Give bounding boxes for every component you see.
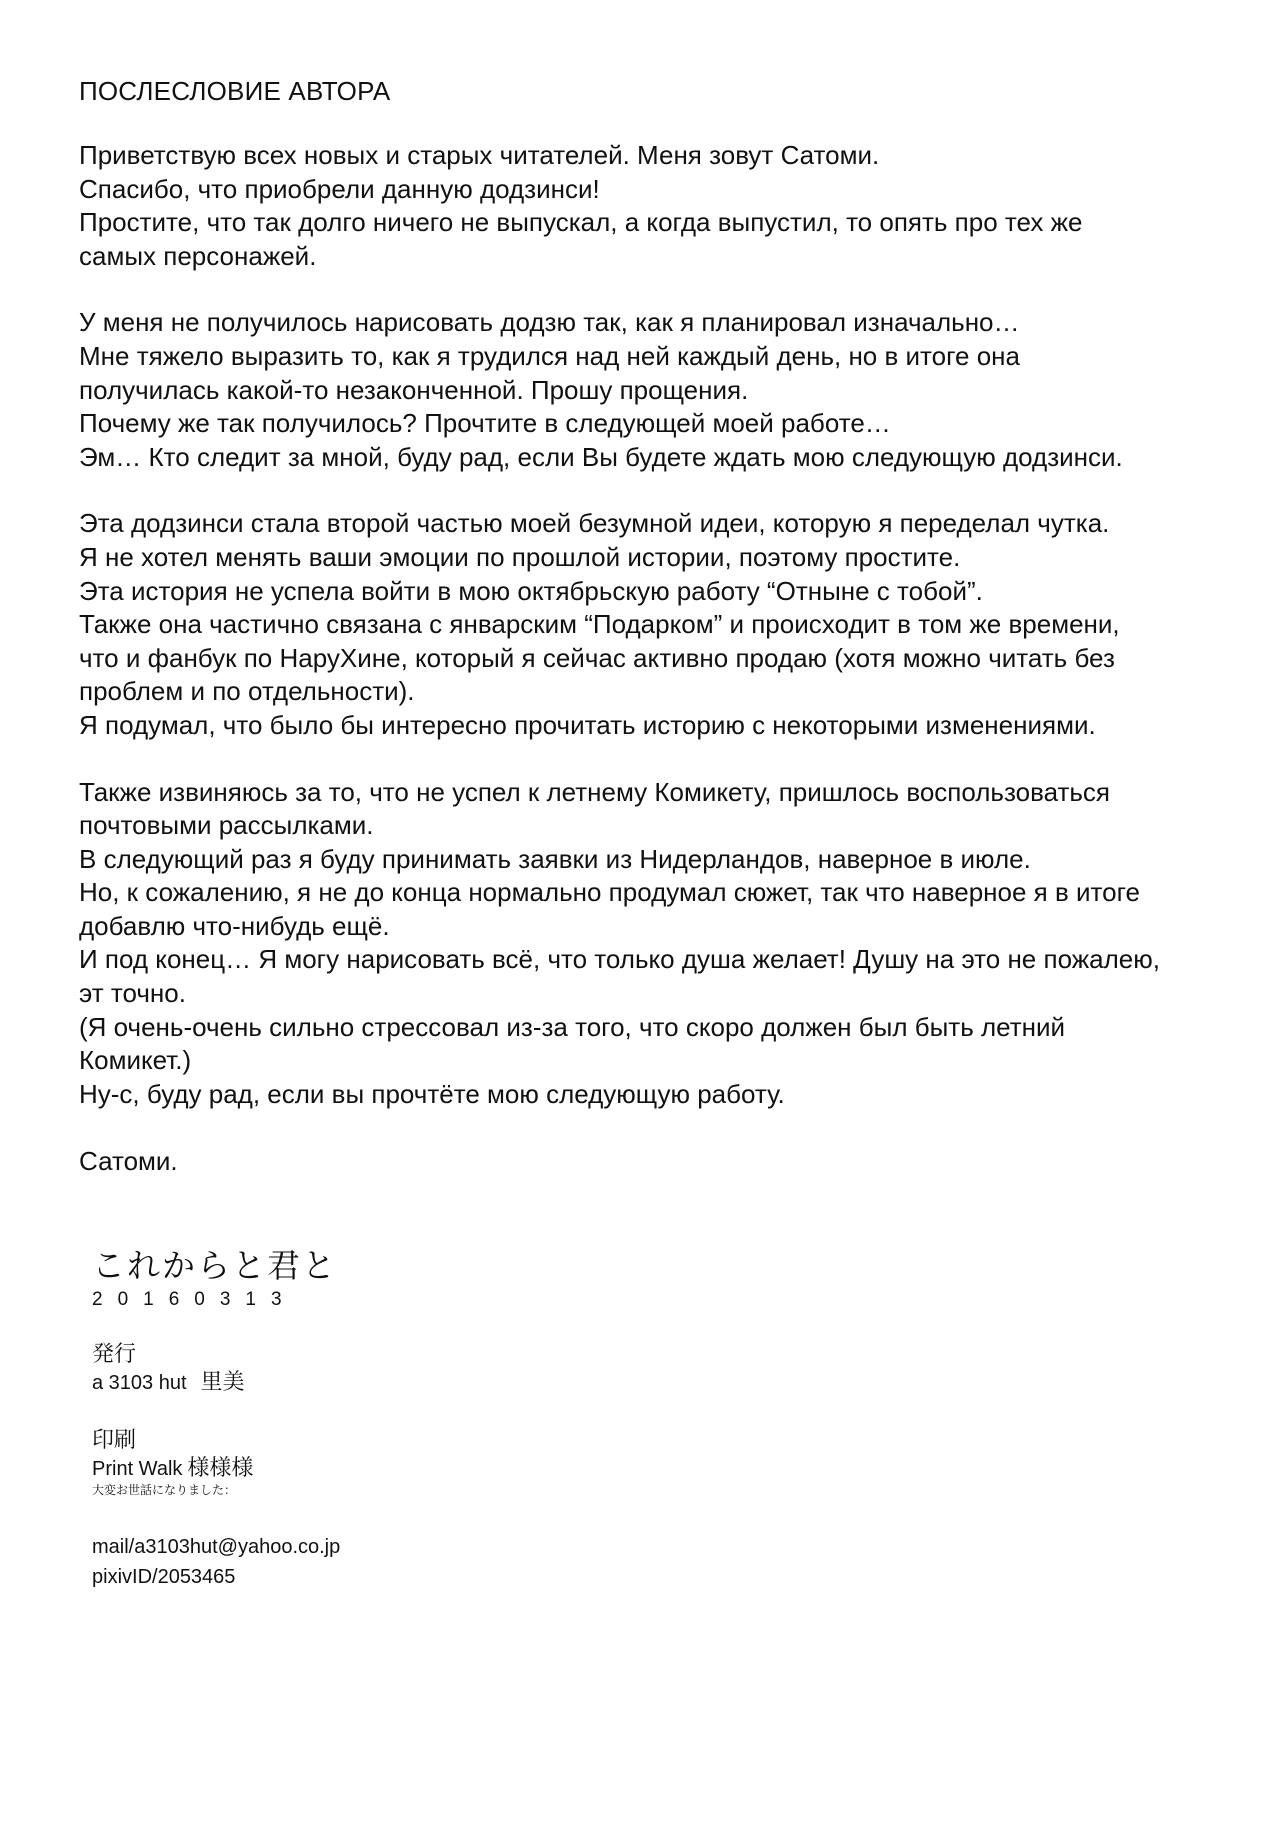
- text-line: Простите, что так долго ничего не выпускал, а когда выпустил, то опять про тех же: [79, 207, 1083, 238]
- text-line: Я не хотел менять ваши эмоции по прошлой истории, поэтому простите.: [79, 541, 961, 572]
- text-line: Комикет.): [79, 1045, 192, 1076]
- text-line: Спасибо, что приобрели данную додзинси!: [79, 173, 600, 204]
- paragraph-closing: [79, 776, 1239, 1112]
- text-line: И под конец… Я могу нарисовать всё, что только душа желает! Душу на это не пожалею,: [79, 944, 1160, 975]
- publisher-heading: 発行: [92, 1342, 137, 1367]
- pixiv-contact: pixivID/2053465: [92, 1566, 236, 1588]
- mail-contact: mail/a3103hut@yahoo.co.jp: [92, 1536, 341, 1558]
- printer-suffix: 様様様: [187, 1456, 254, 1481]
- afterword-title: ПОСЛЕСЛОВИЕ АВТОРА: [79, 76, 391, 106]
- paragraph-greeting: [79, 139, 1239, 273]
- text-line: Я подумал, что было бы интересно прочитать историю с некоторыми изменениями.: [79, 709, 1096, 740]
- printer-block: [92, 1427, 692, 1498]
- text-line: Приветствую всех новых и старых читателей. Меня зовут Сатоми.: [79, 140, 880, 170]
- text-line: самых персонажей.: [79, 240, 317, 271]
- text-line: Также она частично связана с январским “Подарком” и происходит в том же времени,: [79, 609, 1120, 640]
- text-line: добавлю что-нибудь ещё.: [79, 910, 390, 941]
- text-line: У меня не получилось нарисовать додзю так, как я планировал изначально…: [79, 307, 1020, 338]
- text-line: В следующий раз я буду принимать заявки из Нидерландов, наверное в июле.: [79, 843, 1031, 874]
- publisher-author: 里美: [200, 1370, 245, 1395]
- printer-heading: 印刷: [92, 1428, 137, 1453]
- publisher-value: [92, 1369, 692, 1397]
- text-line: Эта додзинси стала второй частью моей безумной идеи, которую я переделал чутка.: [79, 508, 1110, 539]
- printer-value: [92, 1455, 692, 1483]
- publisher-block: [92, 1341, 692, 1397]
- text-line: Эта история не успела войти в мою октябрьскую работу “Отныне с тобой”.: [79, 575, 983, 606]
- publisher-circle: a 3103 hut: [92, 1372, 187, 1394]
- paragraph-apology: [79, 306, 1239, 474]
- colophon-title: これからと君と: [92, 1246, 337, 1285]
- colophon: [92, 1246, 692, 1592]
- text-line: проблем и по отдельности).: [79, 676, 415, 707]
- text-line: эт точно.: [79, 978, 186, 1009]
- text-line: получилась какой-то незаконченной. Прошу прощения.: [79, 374, 749, 405]
- afterword: [79, 74, 1239, 1178]
- text-line: Также извиняюсь за то, что не успел к летнему Комикету, пришлось воспользоваться: [79, 776, 1111, 807]
- text-line: Мне тяжело выразить то, как я трудился над ней каждый день, но в итоге она: [79, 340, 1021, 371]
- printer-name: Print Walk: [92, 1458, 183, 1480]
- text-line: Но, к сожалению, я не до конца нормально продумал сюжет, так что наверное я в итоге: [79, 877, 1140, 908]
- text-line: Эм… Кто следит за мной, буду рад, если Вы будете ждать мою следующую додзинси.: [79, 441, 1123, 472]
- text-line: (Я очень-очень сильно стрессовал из-за того, что скоро должен был быть летний: [79, 1011, 1066, 1042]
- colophon-date: 20160313: [92, 1289, 297, 1310]
- text-line: почтовыми рассылками.: [79, 810, 374, 841]
- paragraph-story: [79, 507, 1239, 742]
- contacts: [92, 1532, 692, 1592]
- text-line: что и фанбук по НаруХине, который я сейчас активно продаю (хотя можно читать без: [79, 642, 1115, 673]
- printer-note: 大変お世話になりました：: [92, 1483, 237, 1497]
- text-line: Почему же так получилось? Прочтите в следующей моей работе…: [79, 408, 891, 439]
- author-signature: Сатоми.: [79, 1146, 178, 1177]
- text-line: Ну-с, буду рад, если вы прочтёте мою следующую работу.: [79, 1078, 785, 1109]
